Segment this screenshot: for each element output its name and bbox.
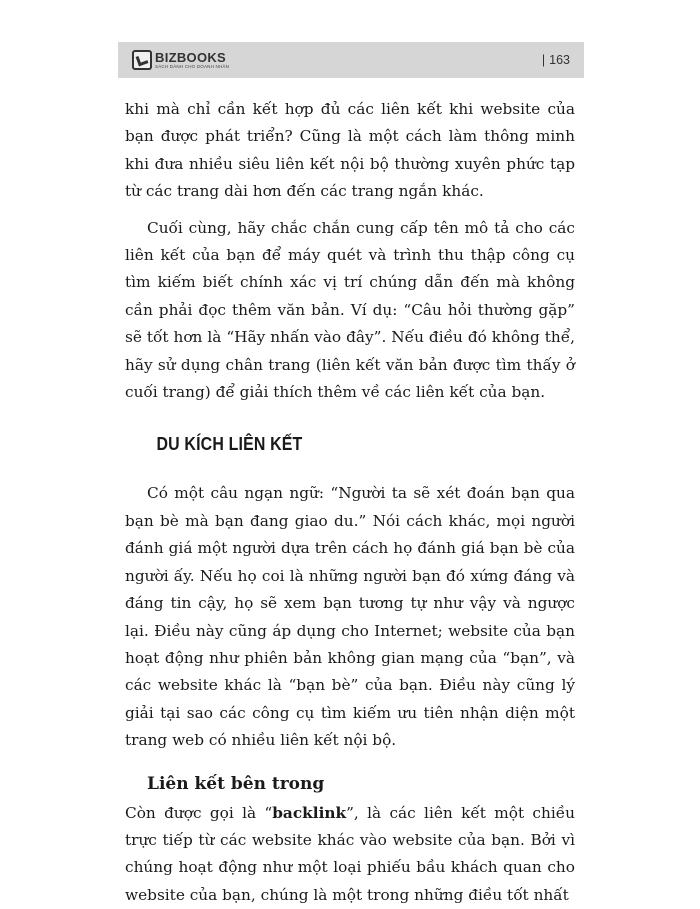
paragraph-link-descriptions: Cuối cùng, hãy chắc chắn cung cấp tên mô tả cho các liên kết của bạn để máy quét và trình thu thập công cụ tìm kiếm biết chính xác vị trí chúng dẫn đến mà không cần phải đọc thêm văn bản. Ví dụ: “Câu hỏi thường gặp” sẽ tốt hơn là “Hãy nhấn vào đây”. Nếu điều đó không thể, hãy sử dụng chân trang (liên kết văn bản được tìm thấy ở cuối trang) để giải thích thêm về các liên kết của bạn. — [125, 218, 575, 402]
page-number-divider: | — [541, 53, 546, 67]
paragraph-continued: khi mà chỉ cần kết hợp đủ các liên kết khi website của bạn được phát triển? Cũng là một cách làm thông minh khi đưa nhiều siêu liên kết nội bộ thường xuyên phức tạp từ các trang dài hơn đến các trang ngắn khác. — [125, 100, 575, 201]
publisher-logo — [132, 50, 229, 70]
logo-name: BIZBOOKS — [155, 49, 227, 65]
subheading: Liên kết bên trong — [147, 773, 325, 794]
page-number: 163 — [549, 53, 570, 67]
logo-tagline: SÁCH DÀNH CHO DOANH NHÂN — [155, 63, 230, 69]
para4-rest: ”, là các liên kết một chiều trực tiếp từ các website khác vào website của bạn. Bởi vì chúng hoạt động như một loại phiếu bầu khách quan cho website của bạn, chúng là một trong những điều tốt nhất — [125, 803, 575, 904]
section-heading: DU KÍCH LIÊN KẾT — [156, 433, 303, 455]
paragraph-backlink — [125, 800, 575, 909]
page-number-block — [542, 53, 570, 67]
running-header — [118, 42, 584, 78]
paragraph-proverb: Có một câu ngạn ngữ: “Người ta sẽ xét đoán bạn qua bạn bè mà bạn đang giao du.” Nói cách khác, mọi người đánh giá một người dựa trên cách họ đánh giá bạn bè của người ấy. Nếu họ coi là những người bạn đó xứng đáng và đáng tin cậy, họ sẽ xem bạn tương tự như vậy và ngược lại. Điều này cũng áp dụng cho Internet; website của bạn hoạt động như phiên bản không gian mạng của “bạn”, và các website khác là “bạn bè” của bạn. Điều này cũng lý giải tại sao các công cụ tìm kiếm ưu tiên nhận diện một trang web có nhiều liên kết nội bộ. — [125, 484, 575, 750]
bizbooks-logo-icon — [132, 50, 152, 70]
para4-start: Còn được gọi là “ — [125, 803, 273, 822]
logo-text — [155, 51, 229, 70]
backlink-term: backlink — [272, 803, 347, 822]
page-body — [125, 96, 575, 909]
